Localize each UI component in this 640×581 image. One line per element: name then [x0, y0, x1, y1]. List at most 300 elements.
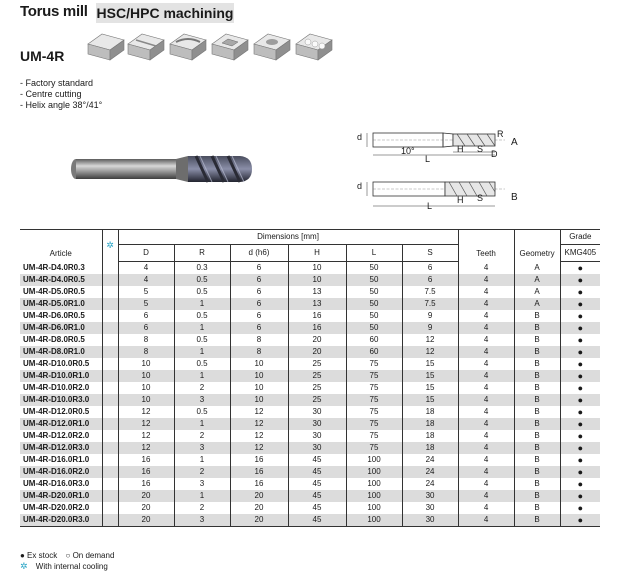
cell-L: 75 [346, 406, 402, 418]
cell-coolant [102, 346, 118, 358]
cell-teeth: 4 [458, 298, 514, 310]
cell-H: 30 [288, 418, 346, 430]
cell-S: 30 [402, 502, 458, 514]
cell-H: 30 [288, 430, 346, 442]
cell-L: 60 [346, 346, 402, 358]
cell-R: 2 [174, 430, 230, 442]
cell-d: 6 [230, 322, 288, 334]
cell-H: 13 [288, 298, 346, 310]
cell-coolant [102, 334, 118, 346]
table-row [20, 430, 600, 442]
cell-coolant [102, 430, 118, 442]
cell-coolant [102, 514, 118, 527]
cell-H: 25 [288, 382, 346, 394]
cell-R: 1 [174, 346, 230, 358]
block-pocket-icon [212, 34, 248, 60]
cell-grade: ● [560, 478, 600, 490]
cell-teeth: 4 [458, 502, 514, 514]
table-row [20, 358, 600, 370]
cell-S: 7.5 [402, 298, 458, 310]
cell-H: 20 [288, 346, 346, 358]
drawing-a [355, 125, 515, 175]
cell-D: 12 [118, 418, 174, 430]
product-code: UM-4R [20, 48, 65, 64]
cell-article: UM-4R-D6.0R1.0 [20, 322, 102, 334]
cell-d: 6 [230, 298, 288, 310]
cell-d: 20 [230, 490, 288, 502]
cell-R: 1 [174, 454, 230, 466]
cell-d: 10 [230, 370, 288, 382]
cell-H: 45 [288, 490, 346, 502]
cell-geometry: B [514, 406, 560, 418]
col-H: H [288, 245, 346, 262]
cell-L: 50 [346, 298, 402, 310]
cell-L: 100 [346, 454, 402, 466]
grade-header: Grade [560, 230, 600, 245]
cell-d: 10 [230, 358, 288, 370]
cell-grade: ● [560, 358, 600, 370]
cell-R: 0.5 [174, 358, 230, 370]
cell-H: 10 [288, 274, 346, 286]
cell-d: 6 [230, 310, 288, 322]
tool-photo [70, 145, 260, 200]
cell-geometry: A [514, 298, 560, 310]
cell-grade: ● [560, 514, 600, 527]
cell-geometry: B [514, 466, 560, 478]
col-S: S [402, 245, 458, 262]
col-R: R [174, 245, 230, 262]
cell-d: 16 [230, 466, 288, 478]
cell-teeth: 4 [458, 394, 514, 406]
cell-d: 12 [230, 418, 288, 430]
cell-S: 18 [402, 442, 458, 454]
cell-S: 6 [402, 262, 458, 275]
cell-d: 20 [230, 514, 288, 527]
table-body [20, 262, 600, 527]
cell-geometry: B [514, 394, 560, 406]
table-row [20, 262, 600, 275]
table-row [20, 370, 600, 382]
cell-R: 0.5 [174, 406, 230, 418]
cell-article: UM-4R-D16.0R2.0 [20, 466, 102, 478]
cell-S: 30 [402, 514, 458, 527]
cell-geometry: B [514, 370, 560, 382]
cell-D: 4 [118, 274, 174, 286]
cell-L: 75 [346, 370, 402, 382]
cell-S: 24 [402, 478, 458, 490]
table-row [20, 478, 600, 490]
cell-S: 24 [402, 466, 458, 478]
cell-H: 16 [288, 310, 346, 322]
cell-H: 30 [288, 406, 346, 418]
cell-coolant [102, 274, 118, 286]
cell-d: 8 [230, 346, 288, 358]
dim-d-label: d [357, 181, 363, 191]
cell-L: 50 [346, 286, 402, 298]
cell-article: UM-4R-D8.0R1.0 [20, 346, 102, 358]
machining-shape-icons [84, 26, 344, 66]
cell-d: 16 [230, 478, 288, 490]
cell-S: 30 [402, 490, 458, 502]
block-slot-icon [170, 34, 206, 60]
cell-grade: ● [560, 382, 600, 394]
coolant-col [102, 230, 118, 262]
cell-H: 30 [288, 442, 346, 454]
cell-geometry: B [514, 346, 560, 358]
block-plain-icon [88, 34, 124, 60]
geometry-b-label: B [511, 192, 518, 203]
cell-d: 8 [230, 334, 288, 346]
cell-S: 15 [402, 370, 458, 382]
table-row [20, 286, 600, 298]
cell-R: 1 [174, 370, 230, 382]
cell-H: 10 [288, 262, 346, 275]
cell-H: 13 [288, 286, 346, 298]
cell-L: 50 [346, 322, 402, 334]
cell-D: 10 [118, 382, 174, 394]
cell-D: 8 [118, 346, 174, 358]
cell-grade: ● [560, 370, 600, 382]
cell-D: 6 [118, 322, 174, 334]
cell-L: 50 [346, 310, 402, 322]
cell-grade: ● [560, 418, 600, 430]
cell-coolant [102, 286, 118, 298]
cell-article: UM-4R-D10.0R2.0 [23, 383, 90, 392]
cell-coolant [102, 382, 118, 394]
cell-D: 10 [118, 358, 174, 370]
cell-teeth: 4 [458, 274, 514, 286]
cell-d: 20 [230, 502, 288, 514]
cell-coolant [102, 454, 118, 466]
cell-R: 2 [174, 382, 230, 394]
cell-coolant [102, 322, 118, 334]
cell-geometry: B [514, 454, 560, 466]
cell-teeth: 4 [458, 454, 514, 466]
cell-geometry: A [514, 274, 560, 286]
cell-R: 0.5 [174, 310, 230, 322]
cell-grade: ● [560, 394, 600, 406]
cell-teeth: 4 [458, 406, 514, 418]
cell-L: 75 [346, 418, 402, 430]
legend [20, 550, 120, 572]
cell-teeth: 4 [458, 418, 514, 430]
cell-teeth: 4 [458, 370, 514, 382]
cell-coolant [102, 418, 118, 430]
legend-on-demand: ○ On demand [65, 551, 115, 560]
cell-d: 12 [230, 406, 288, 418]
cell-S: 12 [402, 334, 458, 346]
cell-D: 20 [118, 490, 174, 502]
cell-article: UM-4R-D12.0R3.0 [20, 442, 102, 454]
cell-coolant [102, 478, 118, 490]
cell-coolant [102, 406, 118, 418]
cell-teeth: 4 [458, 382, 514, 394]
cell-H: 25 [288, 370, 346, 382]
cell-geometry: B [514, 382, 560, 394]
table-row [20, 382, 600, 394]
cell-article: UM-4R-D6.0R0.5 [23, 311, 85, 320]
cell-H: 45 [288, 478, 346, 490]
cell-grade: ● [560, 298, 600, 310]
col-article: Article [20, 230, 102, 262]
table-row [20, 310, 600, 322]
cell-geometry: A [514, 262, 560, 275]
cell-S: 18 [402, 418, 458, 430]
cell-S: 7.5 [402, 286, 458, 298]
cell-geometry: A [514, 286, 560, 298]
cell-article: UM-4R-D12.0R0.5 [23, 407, 90, 416]
cell-d: 12 [230, 442, 288, 454]
cell-H: 16 [288, 322, 346, 334]
cell-grade: ● [560, 502, 600, 514]
cell-d: 6 [230, 262, 288, 275]
cell-geometry: B [514, 442, 560, 454]
cell-S: 24 [402, 454, 458, 466]
cell-D: 6 [118, 310, 174, 322]
snowflake-icon: ✲ [106, 240, 114, 251]
cell-geometry: B [514, 310, 560, 322]
cell-geometry: B [514, 418, 560, 430]
cell-geometry: B [514, 478, 560, 490]
cell-D: 10 [118, 394, 174, 406]
cell-teeth: 4 [458, 262, 514, 275]
cell-d: 10 [230, 382, 288, 394]
snowflake-icon: ✲ [20, 561, 28, 571]
feature-item: - Centre cutting [20, 89, 82, 99]
cell-d: 6 [230, 286, 288, 298]
machining-shapes [84, 26, 344, 71]
cell-grade: ● [560, 442, 600, 454]
cell-H: 45 [288, 466, 346, 478]
cell-d: 12 [230, 430, 288, 442]
end-mill-image [70, 145, 260, 195]
cell-geometry: B [514, 358, 560, 370]
cell-coolant [102, 370, 118, 382]
dim-L-label: L [427, 201, 433, 211]
cell-teeth: 4 [458, 322, 514, 334]
cell-coolant [102, 298, 118, 310]
drawing-b-svg [355, 176, 515, 216]
cell-R: 3 [174, 514, 230, 527]
cell-D: 12 [118, 430, 174, 442]
cell-geometry: B [514, 322, 560, 334]
cell-R: 2 [174, 466, 230, 478]
cell-teeth: 4 [458, 358, 514, 370]
cell-L: 60 [346, 334, 402, 346]
cell-H: 25 [288, 358, 346, 370]
cell-S: 18 [402, 406, 458, 418]
cell-teeth: 4 [458, 286, 514, 298]
feature-item: - Helix angle 38°/41° [20, 100, 103, 110]
cell-geometry: B [514, 334, 560, 346]
cell-R: 0.3 [174, 262, 230, 275]
cell-teeth: 4 [458, 310, 514, 322]
cell-L: 75 [346, 358, 402, 370]
col-teeth: Teeth [458, 230, 514, 262]
cell-geometry: B [514, 502, 560, 514]
cell-article: UM-4R-D20.0R3.0 [20, 514, 102, 527]
cell-grade: ● [560, 310, 600, 322]
legend-ex-stock: ● Ex stock [20, 551, 58, 560]
cell-d: 10 [230, 394, 288, 406]
cell-D: 5 [118, 298, 174, 310]
cell-article: UM-4R-D16.0R1.0 [23, 455, 90, 464]
geometry-a-label: A [511, 137, 518, 148]
cell-S: 18 [402, 430, 458, 442]
col-d: d (h6) [230, 245, 288, 262]
table-row [20, 298, 600, 310]
cell-geometry: B [514, 430, 560, 442]
cell-D: 16 [118, 454, 174, 466]
cell-D: 12 [118, 442, 174, 454]
table-row [20, 490, 600, 502]
cell-R: 3 [174, 394, 230, 406]
cell-teeth: 4 [458, 514, 514, 527]
cell-L: 100 [346, 514, 402, 527]
cell-article: UM-4R-D4.0R0.5 [20, 274, 102, 286]
cell-S: 15 [402, 382, 458, 394]
cell-grade: ● [560, 274, 600, 286]
cell-L: 100 [346, 502, 402, 514]
cell-R: 0.5 [174, 274, 230, 286]
cell-R: 3 [174, 442, 230, 454]
cell-article: UM-4R-D20.0R2.0 [23, 503, 90, 512]
cell-teeth: 4 [458, 442, 514, 454]
cell-grade: ● [560, 346, 600, 358]
table-row [20, 394, 600, 406]
block-3d-icon [296, 34, 332, 60]
cell-R: 2 [174, 502, 230, 514]
table-row [20, 274, 600, 286]
cell-D: 20 [118, 514, 174, 527]
cell-L: 100 [346, 478, 402, 490]
cell-d: 6 [230, 274, 288, 286]
cell-grade: ● [560, 262, 600, 275]
cell-coolant [102, 358, 118, 370]
cell-coolant [102, 310, 118, 322]
cell-teeth: 4 [458, 490, 514, 502]
dim-D-label: D [491, 149, 498, 159]
cell-teeth: 4 [458, 466, 514, 478]
cell-article: UM-4R-D10.0R3.0 [20, 394, 102, 406]
cell-R: 1 [174, 298, 230, 310]
cell-coolant [102, 502, 118, 514]
cell-grade: ● [560, 286, 600, 298]
cell-article: UM-4R-D5.0R1.0 [20, 298, 102, 310]
cell-H: 45 [288, 502, 346, 514]
cell-H: 45 [288, 514, 346, 527]
table-row [20, 346, 600, 358]
table-row [20, 466, 600, 478]
drawing-a-svg [355, 125, 515, 170]
table-row [20, 514, 600, 527]
cell-article: UM-4R-D20.0R1.0 [20, 490, 102, 502]
cell-article: UM-4R-D5.0R0.5 [23, 287, 85, 296]
cell-D: 12 [118, 406, 174, 418]
cell-S: 9 [402, 310, 458, 322]
cell-D: 8 [118, 334, 174, 346]
cell-article: UM-4R-D12.0R1.0 [20, 418, 102, 430]
specification-table [20, 229, 600, 527]
cell-coolant [102, 394, 118, 406]
cell-R: 1 [174, 322, 230, 334]
cell-article: UM-4R-D4.0R0.3 [23, 262, 85, 272]
header-tag: HSC/HPC machining [96, 5, 234, 21]
dim-d-label: d [357, 132, 363, 142]
drawing-b [355, 176, 515, 221]
cell-geometry: B [514, 514, 560, 527]
cell-teeth: 4 [458, 478, 514, 490]
col-grade-code: KMG405 [560, 245, 600, 262]
angle-label: 10° [401, 146, 415, 156]
table-row [20, 502, 600, 514]
cell-R: 3 [174, 478, 230, 490]
cell-article: UM-4R-D16.0R3.0 [23, 479, 90, 488]
cell-L: 50 [346, 274, 402, 286]
col-D: D [118, 245, 174, 262]
cell-H: 25 [288, 394, 346, 406]
cell-teeth: 4 [458, 334, 514, 346]
cell-S: 12 [402, 346, 458, 358]
cell-article: UM-4R-D10.0R0.5 [23, 359, 90, 368]
cell-R: 1 [174, 490, 230, 502]
cell-article: UM-4R-D10.0R1.0 [20, 370, 102, 382]
cell-grade: ● [560, 490, 600, 502]
cell-coolant [102, 466, 118, 478]
cell-grade: ● [560, 454, 600, 466]
cell-L: 75 [346, 382, 402, 394]
cell-L: 75 [346, 394, 402, 406]
cell-grade: ● [560, 322, 600, 334]
cell-D: 10 [118, 370, 174, 382]
cell-coolant [102, 442, 118, 454]
cell-coolant [102, 262, 118, 275]
legend-internal-cooling: With internal cooling [35, 562, 108, 571]
dim-R-label: R [497, 129, 504, 139]
dim-S-label: S [477, 144, 484, 154]
cell-R: 0.5 [174, 286, 230, 298]
cell-grade: ● [560, 466, 600, 478]
cell-H: 45 [288, 454, 346, 466]
cell-geometry: B [514, 490, 560, 502]
dim-S-label: S [477, 193, 484, 203]
cell-d: 16 [230, 454, 288, 466]
cell-D: 4 [118, 262, 174, 275]
block-step-icon [128, 34, 164, 60]
dim-L-label: L [425, 154, 431, 164]
col-geometry: Geometry [514, 230, 560, 262]
cell-grade: ● [560, 334, 600, 346]
cell-article: UM-4R-D8.0R0.5 [23, 335, 85, 344]
dimensions-header: Dimensions [mm] [118, 230, 458, 245]
feature-list [20, 78, 102, 111]
cell-D: 5 [118, 286, 174, 298]
table-row [20, 442, 600, 454]
dim-H-label: H [457, 195, 464, 205]
table-row [20, 334, 600, 346]
block-contour-icon [254, 34, 290, 60]
cell-article: UM-4R-D12.0R2.0 [23, 431, 90, 440]
table-row [20, 454, 600, 466]
cell-L: 75 [346, 430, 402, 442]
col-L: L [346, 245, 402, 262]
cell-grade: ● [560, 406, 600, 418]
table-row [20, 322, 600, 334]
cell-R: 1 [174, 418, 230, 430]
cell-L: 75 [346, 442, 402, 454]
dim-H-label: H [457, 144, 464, 154]
cell-D: 16 [118, 466, 174, 478]
